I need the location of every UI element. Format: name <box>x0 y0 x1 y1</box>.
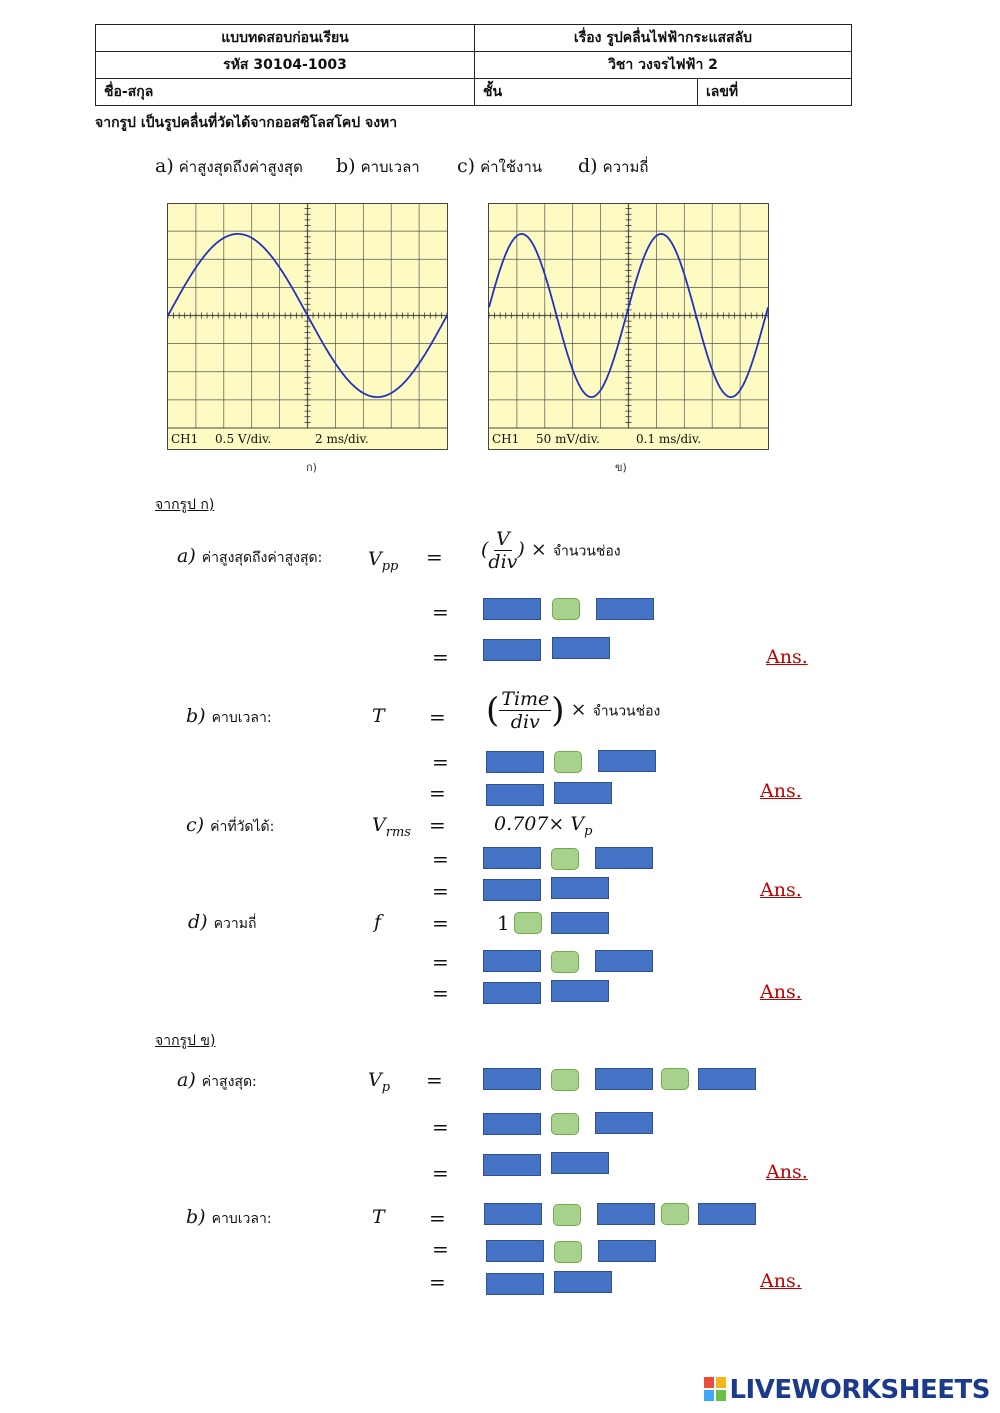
scope-svg <box>167 203 448 450</box>
answer-box[interactable] <box>486 784 544 806</box>
vpp-symbol: $V_{pp}$ <box>368 548 399 574</box>
section-title-b: จากรูป ข) <box>155 1033 216 1049</box>
unit-box[interactable] <box>551 980 609 1002</box>
operator-box[interactable] <box>551 951 579 973</box>
answer-box[interactable] <box>483 598 541 620</box>
answer-box[interactable] <box>595 1068 653 1090</box>
figure-caption-b: ข) <box>615 461 627 474</box>
question-a: a) ค่าสูงสุดถึงค่าสูงสุด <box>155 155 303 177</box>
operator-box[interactable] <box>514 912 542 934</box>
oscilloscope-screen-a <box>167 203 448 450</box>
time-per-div-label: 0.1 ms/div. <box>636 432 702 446</box>
formula-vpp: ( $\frac{V}{\text{div}}$ ) × จำนวนช่อง <box>481 528 621 573</box>
operator-box[interactable] <box>551 1069 579 1091</box>
answer-box[interactable] <box>698 1203 756 1225</box>
class-label: ชั้น <box>475 79 698 106</box>
ans-label: Ans. <box>760 879 802 901</box>
answer-box[interactable] <box>595 950 653 972</box>
unit-box[interactable] <box>554 782 612 804</box>
answer-box[interactable] <box>551 912 609 934</box>
volts-per-div-label: 50 mV/div. <box>536 432 600 446</box>
equals-sign: = <box>432 981 449 1005</box>
equals-sign: = <box>426 545 443 569</box>
answer-box[interactable] <box>483 1068 541 1090</box>
answer-box[interactable] <box>596 598 654 620</box>
equals-sign: = <box>429 705 446 729</box>
equals-sign: = <box>432 1161 449 1185</box>
answer-box[interactable] <box>483 1113 541 1135</box>
part-b-question-b: b) คาบเวลา: <box>186 1206 272 1228</box>
name-label: ชื่อ-สกุล <box>96 79 475 106</box>
ans-label: Ans. <box>760 981 802 1003</box>
answer-box[interactable] <box>484 1203 542 1225</box>
operator-box[interactable] <box>551 1113 579 1135</box>
question-c: c) ค่าใช้งาน <box>457 155 543 177</box>
figure-caption-a: ก) <box>306 461 317 474</box>
volts-per-div-label: 0.5 V/div. <box>215 432 272 446</box>
answer-box[interactable] <box>483 1154 541 1176</box>
liveworksheets-logo-icon <box>704 1377 726 1401</box>
equals-sign: = <box>432 950 449 974</box>
liveworksheets-logo: LIVEWORKSHEETS <box>704 1375 990 1405</box>
operator-box[interactable] <box>552 598 580 620</box>
operator-box[interactable] <box>551 848 579 870</box>
header-table <box>95 24 852 106</box>
topic-title: เรื่อง รูปคลื่นไฟฟ้ากระแสสลับ <box>475 25 852 52</box>
vrms-symbol: $V_{rms}$ <box>372 814 411 840</box>
unit-box[interactable] <box>552 637 610 659</box>
equals-sign: = <box>429 1206 446 1230</box>
channel-label: CH1 <box>492 432 520 446</box>
answer-box[interactable] <box>483 639 541 661</box>
oscilloscope-screen-b <box>488 203 769 450</box>
equals-sign: = <box>432 847 449 871</box>
operator-box[interactable] <box>553 1204 581 1226</box>
numerator-one: 1 <box>497 911 510 935</box>
unit-box[interactable] <box>551 877 609 899</box>
equals-sign: = <box>432 600 449 624</box>
answer-box[interactable] <box>595 1112 653 1134</box>
part-a-question-d: d) ความถี่ <box>188 911 257 933</box>
part-a-question-b: b) คาบเวลา: <box>186 705 272 727</box>
answer-box[interactable] <box>698 1068 756 1090</box>
operator-box[interactable] <box>554 1241 582 1263</box>
equals-sign: = <box>429 1270 446 1294</box>
instruction-text: จากรูป เป็นรูปคลื่นที่วัดได้จากออสซิโลสโคป จงหา <box>95 115 398 131</box>
answer-box[interactable] <box>595 847 653 869</box>
question-d: d) ความถี่ <box>578 155 649 177</box>
answer-box[interactable] <box>486 1273 544 1295</box>
answer-box[interactable] <box>486 751 544 773</box>
ans-label: Ans. <box>760 1270 802 1292</box>
ans-label: Ans. <box>760 780 802 802</box>
unit-box[interactable] <box>554 1271 612 1293</box>
course-code: รหัส 30104-1003 <box>96 52 475 79</box>
operator-box[interactable] <box>661 1203 689 1225</box>
equals-sign: = <box>426 1068 443 1092</box>
equals-sign: = <box>432 750 449 774</box>
formula-rms: $0.707\times V_p$ <box>494 813 593 839</box>
question-b: b) คาบเวลา <box>336 155 420 177</box>
equals-sign: = <box>429 813 446 837</box>
channel-label: CH1 <box>171 432 199 446</box>
frequency-symbol: f <box>374 911 382 933</box>
answer-box[interactable] <box>598 1240 656 1262</box>
answer-box[interactable] <box>483 847 541 869</box>
part-b-question-a: a) ค่าสูงสุด: <box>177 1069 257 1091</box>
answer-box[interactable] <box>597 1203 655 1225</box>
scope-svg <box>488 203 769 450</box>
ans-label: Ans. <box>766 1161 808 1183</box>
operator-box[interactable] <box>661 1068 689 1090</box>
formula-period: ( $\frac{\text{Time}}{\text{div}}$ ) × จำนวนช่อง <box>486 688 661 733</box>
answer-box[interactable] <box>483 950 541 972</box>
answer-box[interactable] <box>598 750 656 772</box>
section-title-a: จากรูป ก) <box>155 497 215 513</box>
period-symbol: T <box>372 705 385 727</box>
answer-box[interactable] <box>483 982 541 1004</box>
equals-sign: = <box>432 1115 449 1139</box>
equals-sign: = <box>429 781 446 805</box>
number-label: เลขที่ <box>698 79 852 106</box>
part-a-question-c: c) ค่าที่วัดได้: <box>186 814 275 836</box>
equals-sign: = <box>432 879 449 903</box>
unit-box[interactable] <box>551 1152 609 1174</box>
period-symbol: T <box>372 1206 385 1228</box>
equals-sign: = <box>432 911 449 935</box>
worksheet-title: แบบทดสอบก่อนเรียน <box>96 25 475 52</box>
equals-sign: = <box>432 645 449 669</box>
subject-name: วิชา วงจรไฟฟ้า 2 <box>475 52 852 79</box>
answer-box[interactable] <box>483 879 541 901</box>
operator-box[interactable] <box>554 751 582 773</box>
time-per-div-label: 2 ms/div. <box>315 432 369 446</box>
equals-sign: = <box>432 1237 449 1261</box>
answer-box[interactable] <box>486 1240 544 1262</box>
ans-label: Ans. <box>766 646 808 668</box>
part-a-question-a: a) ค่าสูงสุดถึงค่าสูงสุด: <box>177 545 323 567</box>
vp-symbol: $V_p$ <box>368 1069 391 1095</box>
